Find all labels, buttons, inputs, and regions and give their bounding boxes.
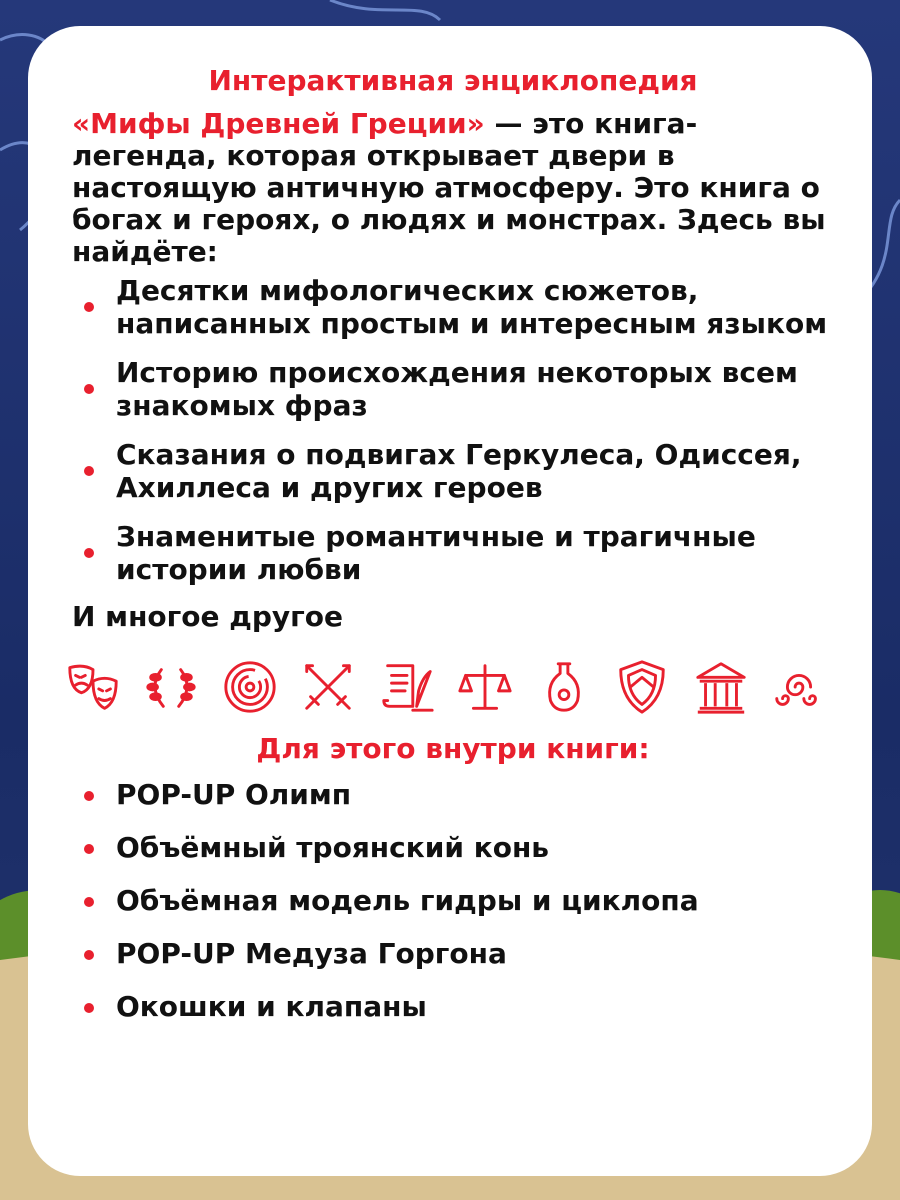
list-item-text: Знаменитые романтичные и трагичные истории любви xyxy=(116,520,756,586)
shield-icon xyxy=(613,658,671,716)
laurel-wreath-icon xyxy=(142,658,200,716)
more-text: И многое другое xyxy=(72,600,344,633)
list-item xyxy=(72,356,834,422)
list-item-text: Историю происхождения некоторых всем знакомых фраз xyxy=(116,356,798,422)
bullet-icon xyxy=(84,548,94,558)
list-item xyxy=(72,274,834,340)
list-item xyxy=(72,438,834,504)
headline: Интерактивная энциклопедия xyxy=(208,64,698,97)
bullet-icon xyxy=(84,466,94,476)
bullet-icon xyxy=(84,844,94,854)
book-title: «Мифы Древней Греции» xyxy=(72,107,485,140)
list-item-text: Десятки мифологических сюжетов, написанных простым и интересным языком xyxy=(116,274,828,340)
bullet-icon xyxy=(84,302,94,312)
theater-masks-icon xyxy=(64,658,122,716)
crossed-swords-icon xyxy=(299,658,357,716)
list-item-text: Окошки и клапаны xyxy=(116,990,427,1023)
inside-heading: Для этого внутри книги: xyxy=(256,732,650,765)
list-item xyxy=(72,884,834,917)
list-item-text: POP-UP Медуза Горгона xyxy=(116,937,507,970)
labyrinth-icon xyxy=(221,658,279,716)
list-item xyxy=(72,831,834,864)
list-item xyxy=(72,937,834,970)
scroll-quill-icon xyxy=(378,658,436,716)
icon-row xyxy=(64,656,828,718)
scales-icon xyxy=(456,658,514,716)
temple-icon xyxy=(692,658,750,716)
list-item-text: Объёмная модель гидры и циклопа xyxy=(116,884,699,917)
amphora-icon xyxy=(535,658,593,716)
bullet-icon xyxy=(84,897,94,907)
inside-list xyxy=(72,778,834,1023)
bullet-icon xyxy=(84,1003,94,1013)
info-card xyxy=(28,26,872,1176)
list-item-text: Сказания о подвигах Геркулеса, Одиссея, Ахиллеса и других героев xyxy=(116,438,802,504)
list-item-text: Объёмный троянский конь xyxy=(116,831,550,864)
bullet-icon xyxy=(84,791,94,801)
intro-paragraph xyxy=(72,108,834,268)
bullet-icon xyxy=(84,384,94,394)
features-list xyxy=(72,274,834,586)
spiral-icon xyxy=(770,658,828,716)
list-item xyxy=(72,520,834,586)
list-item xyxy=(72,778,834,811)
list-item xyxy=(72,990,834,1023)
bullet-icon xyxy=(84,950,94,960)
intro-text: — это книга-легенда, которая открывает двери в настоящую античную атмосферу. Это книга о богах и героях, о людях и монстрах. Здесь вы найдёте: xyxy=(72,107,826,268)
list-item-text: POP-UP Олимп xyxy=(116,778,352,811)
